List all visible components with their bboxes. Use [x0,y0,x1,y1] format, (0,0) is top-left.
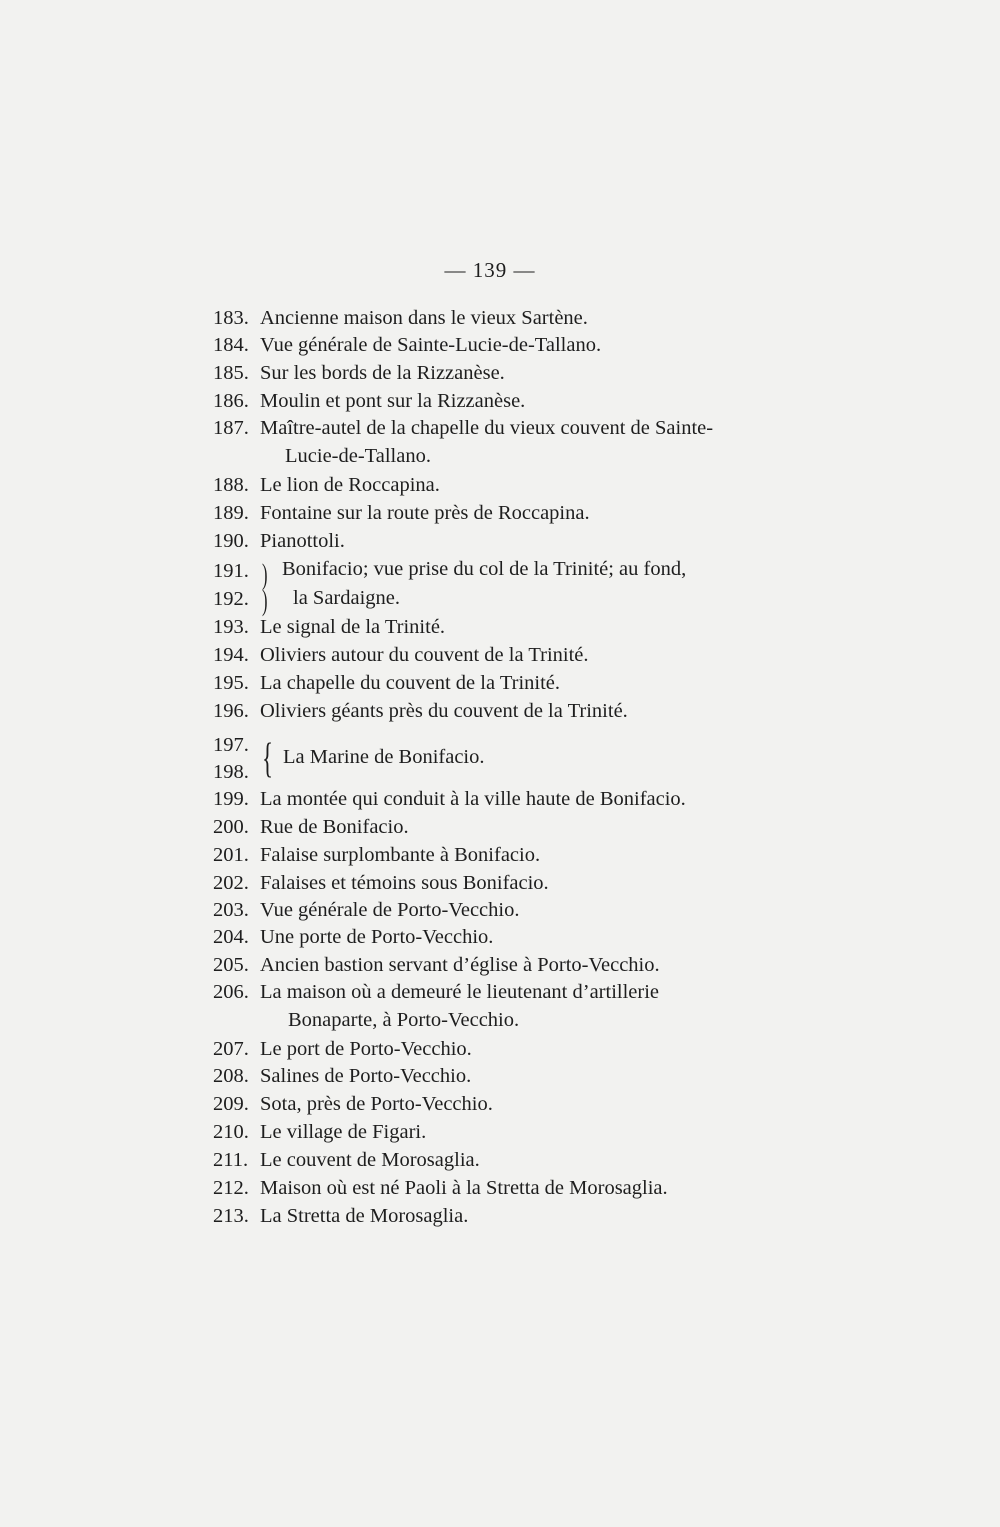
item-text-continuation: Bonaparte, à Porto-Vecchio. [288,1009,520,1031]
list-item [213,614,445,640]
list-item [213,897,519,923]
item-number: 212. [213,1177,249,1199]
item-text: La montée qui conduit à la ville haute de Bonifacio. [260,788,686,810]
item-number: 195. [213,672,249,694]
item-number: 202. [213,872,249,894]
item-text: La maison où a demeuré le lieutenant d’artillerie [260,981,660,1003]
list-item [213,670,560,696]
list-item [213,698,628,724]
item-text: Rue de Bonifacio. [260,816,409,838]
item-text: Pianottoli. [260,530,345,552]
list-item [213,842,540,868]
list-item [213,814,409,840]
list-item [213,360,505,386]
item-number: 205. [213,954,249,976]
list-item [213,500,590,526]
list-item [213,1036,472,1062]
item-text: Oliviers géants près du couvent de la Trinité. [260,700,628,722]
item-text: Salines de Porto-Vecchio. [260,1065,472,1087]
page-number: — 139 — [444,258,536,282]
list-item [213,952,660,978]
list-item [213,1203,468,1229]
item-text: Le village de Figari. [260,1121,427,1143]
item-number: 186. [213,390,249,412]
item-number: 204. [213,926,249,948]
item-number: 190. [213,530,249,552]
item-text: Sur les bords de la Rizzanèse. [260,362,505,384]
brace-symbol: { [262,736,274,782]
item-text: Ancienne maison dans le vieux Sartène. [260,307,588,329]
list-item [213,924,493,950]
item-number: 187. [213,417,249,439]
item-text: Falaise surplombante à Bonifacio. [260,844,541,866]
item-number: 191. [213,560,249,582]
item-number: 194. [213,644,249,666]
brace-symbol: ) [262,584,268,617]
item-number: 209. [213,1093,249,1115]
item-number: 189. [213,502,249,524]
item-text: Vue générale de Sainte-Lucie-de-Tallano. [260,334,602,356]
item-text: Le lion de Roccapina. [260,474,440,496]
item-text: Le signal de la Trinité. [260,616,446,638]
item-text: La Stretta de Morosaglia. [260,1205,469,1227]
list-item [213,1175,668,1201]
item-number: 197. [213,734,249,756]
item-text: Maison où est né Paoli à la Stretta de Morosaglia. [260,1177,668,1199]
item-number: 207. [213,1038,249,1060]
item-text: la Sardaigne. [293,587,401,609]
list-item [213,528,345,554]
item-text-continuation: Lucie-de-Tallano. [285,445,431,467]
item-text: La chapelle du couvent de la Trinité. [260,672,561,694]
list-item [213,979,659,1005]
item-number: 211. [213,1149,249,1171]
item-text: Le couvent de Morosaglia. [260,1149,480,1171]
item-number: 201. [213,844,249,866]
item-text: Le port de Porto-Vecchio. [260,1038,472,1060]
item-number: 213. [213,1205,249,1227]
brace-symbol: ) [262,558,268,591]
list-item [213,1063,471,1089]
item-text: Bonifacio; vue prise du col de la Trinité; au fond, [282,558,687,580]
list-item [213,1091,493,1117]
item-text: La Marine de Bonifacio. [283,746,485,768]
item-text: Maître-autel de la chapelle du vieux couvent de Sainte- [260,417,714,439]
item-number: 183. [213,307,249,329]
list-item [213,332,601,358]
item-number: 188. [213,474,249,496]
list-item [213,472,440,498]
item-number: 196. [213,700,249,722]
item-text: Ancien bastion servant d’église à Porto-Vecchio. [260,954,660,976]
item-number: 210. [213,1121,249,1143]
item-text: Fontaine sur la route près de Roccapina. [260,502,590,524]
item-text: Moulin et pont sur la Rizzanèse. [260,390,526,412]
item-number: 203. [213,899,249,921]
item-text: Oliviers autour du couvent de la Trinité. [260,644,589,666]
list-item [213,786,686,812]
item-text: Une porte de Porto-Vecchio. [260,926,494,948]
item-text: Falaises et témoins sous Bonifacio. [260,872,549,894]
list-item [213,870,549,896]
list-item [213,305,588,331]
list-item [213,415,713,441]
item-number: 193. [213,616,249,638]
item-number: 199. [213,788,249,810]
list-item [213,642,589,668]
list-item [213,1147,480,1173]
item-number: 206. [213,981,249,1003]
item-text: Vue générale de Porto-Vecchio. [260,899,520,921]
item-number: 208. [213,1065,249,1087]
list-item [213,388,525,414]
item-number: 185. [213,362,249,384]
item-number: 200. [213,816,249,838]
item-number: 184. [213,334,249,356]
item-number: 192. [213,588,249,610]
item-number: 198. [213,761,249,783]
item-text: Sota, près de Porto-Vecchio. [260,1093,493,1115]
list-item [213,1119,426,1145]
